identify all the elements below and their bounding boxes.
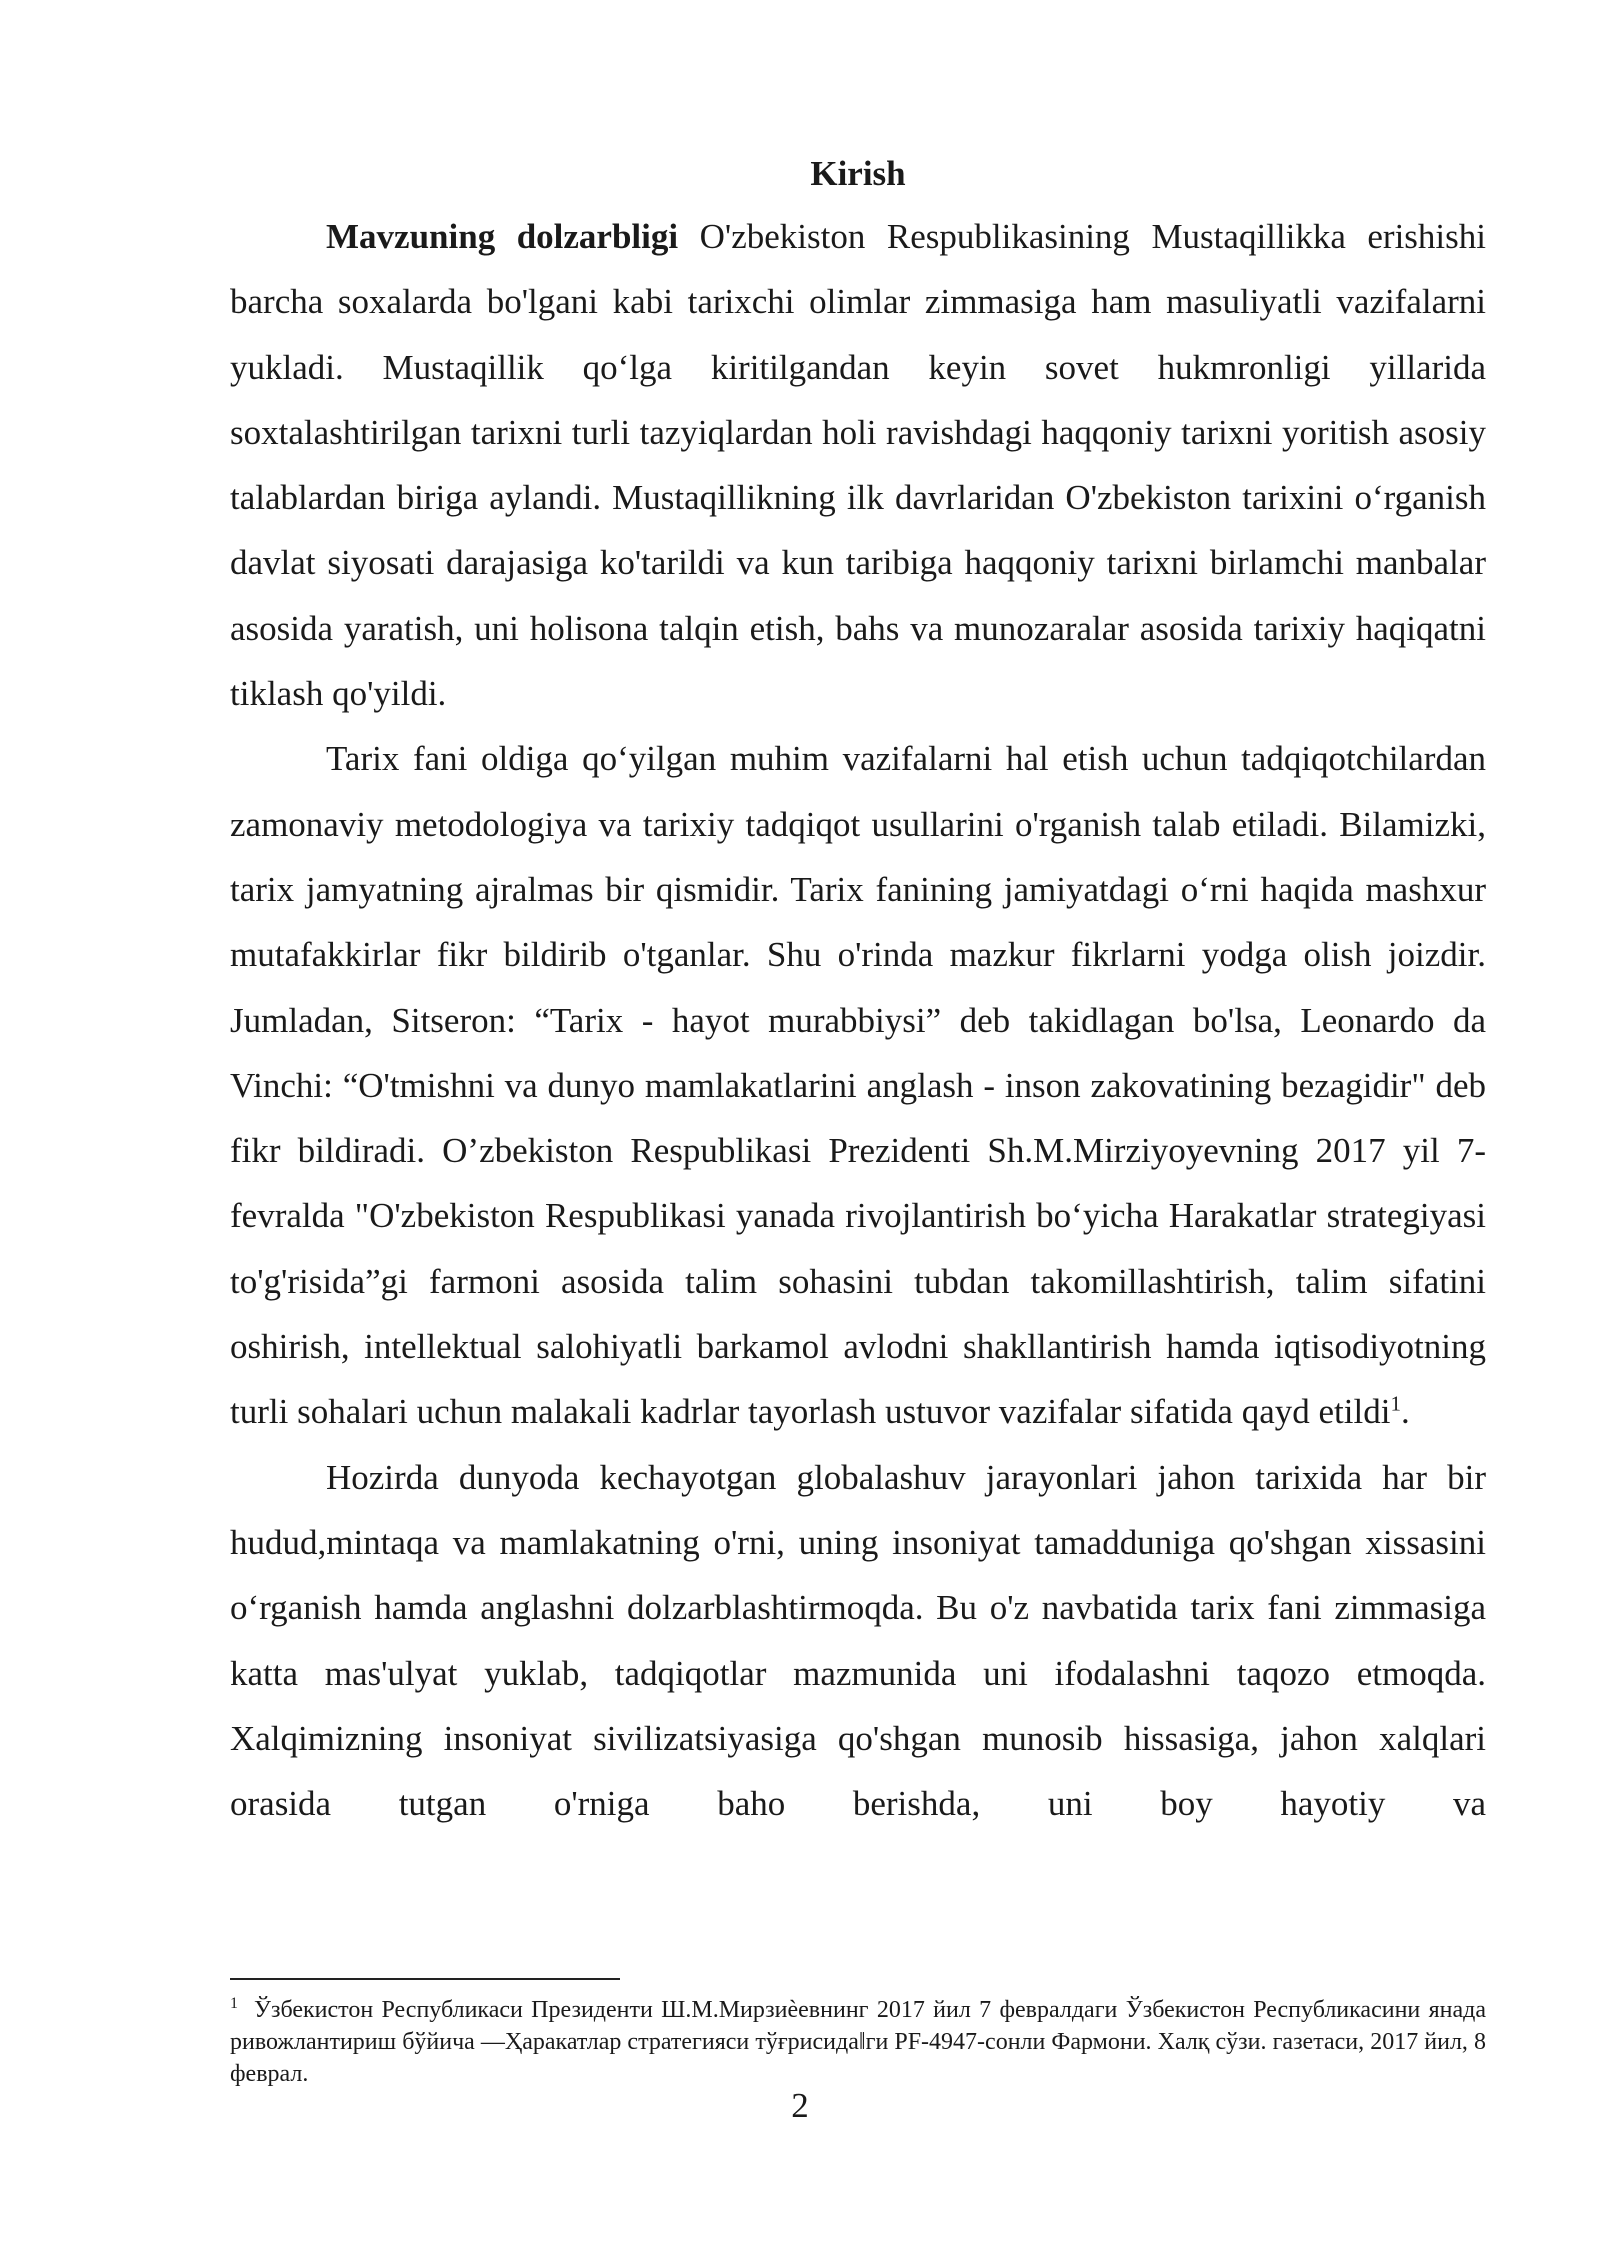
body-text bbox=[230, 148, 1486, 1836]
paragraph-text: Tarix fani oldiga qo‘yilgan muhim vazifalarni hal etish uchun tadqiqotchilardan zamonaviy metodologiya va tarixiy tadqiqot usullarini o'rganish talab etiladi. Bilamizki, tarix jamyatning ajralmas bir qismidir. Tarix fanining jamiyatdagi o‘rni haqida mashxur mutafakkirlar fikr bildirib o'tganlar. Shu o'rinda mazkur fikrlarni yodga olish joizdir. Jumladan, Sitseron: “Tarix - hayot murabbiysi” deb takidlagan bo'lsa, Leonardo da Vinchi: “O'tmishni va dunyo mamlakatlarini anglash - inson zakovatining bezagidir" deb fikr bildiradi. O’zbekiston Respublikasi Prezidenti Sh.M.Mirziyoyevning 2017 yil 7-fevralda "O'zbekiston Respublikasi yanada rivojlantirish bo‘yicha Harakatlar strategiyasi to'g'risida”gi farmoni asosida talim sohasini tubdan takomillashtirish, talim sifatini oshirish, intellektual salohiyatli barkamol avlodni shakllantirish hamda iqtisodiyotning turli sohalari uchun malakali kadrlar tayorlash ustuvor vazifalar sifatida qayd etildi bbox=[230, 739, 1486, 1432]
paragraph-history-tasks bbox=[230, 726, 1486, 1444]
paragraph-tail: . bbox=[1400, 1392, 1410, 1432]
footnote-separator bbox=[230, 1978, 620, 1980]
paragraph-relevance bbox=[230, 204, 1486, 726]
footnote-number: 1 bbox=[230, 1995, 238, 2012]
footnote-text: Ўзбекистон Республикаси Президенти Ш.М.Мирзиѐевнинг 2017 йил 7 февралдаги Ўзбекистон Республикасини янада ривожлантириш бўйича ―Ҳаракатлар стратегияси тўғрисида‖ги PF-4947-сонли Фармони. Халқ сўзи. газетаси, 2017 йил, 8 феврал. bbox=[230, 1997, 1486, 2087]
page-title: Kirish bbox=[810, 154, 906, 193]
paragraph-text: Hozirda dunyoda kechayotgan globalashuv jarayonlari jahon tarixida har bir hudud,mintaqa va mamlakatning o'rni, uning insoniyat tamadduniga qo'shgan xissasini o‘rganish hamda anglashni dolzarblashtirmoqda. Bu o'z navbatida tarix fani zimmasiga katta mas'ulyat yuklab, tadqiqotlar mazmunida uni ifodalashni taqozo etmoqda. Xalqimizning insoniyat sivilizatsiyasiga qo'shgan munosib hissasiga, jahon xalqlari orasida tutgan o'rniga baho berishda, uni boy hayotiy va bbox=[230, 1457, 1486, 1824]
paragraph-globalization bbox=[230, 1445, 1486, 1837]
footnote bbox=[230, 1994, 1486, 2090]
page-number: 2 bbox=[791, 2086, 809, 2125]
footnote-reference[interactable]: 1 bbox=[1390, 1391, 1401, 1416]
paragraph-lead-bold: Mavzuning dolzarbligi bbox=[326, 217, 679, 256]
paragraph-text: O'zbekiston Respublikasining Mustaqillikka erishishi barcha soxalarda bo'lgani kabi tarixchi olimlar zimmasiga ham masuliyatli vazifalarni yukladi. Mustaqillik qo‘lga kiritilgandan keyin sovet hukmronligi yillarida soxtalashtirilgan tarixni turli tazyiqlardan holi ravishdagi haqqoniy tarixni yoritish asosiy talablardan biriga aylandi. Mustaqillikning ilk davrlaridan O'zbekiston tarixini o‘rganish davlat siyosati darajasiga ko'tarildi va kun taribiga haqqoniy tarixni birlamchi manbalar asosida yaratish, uni holisona talqin etish, bahs va munozaralar asosida tarixiy haqiqatni tiklash qo'yildi. bbox=[230, 217, 1486, 714]
